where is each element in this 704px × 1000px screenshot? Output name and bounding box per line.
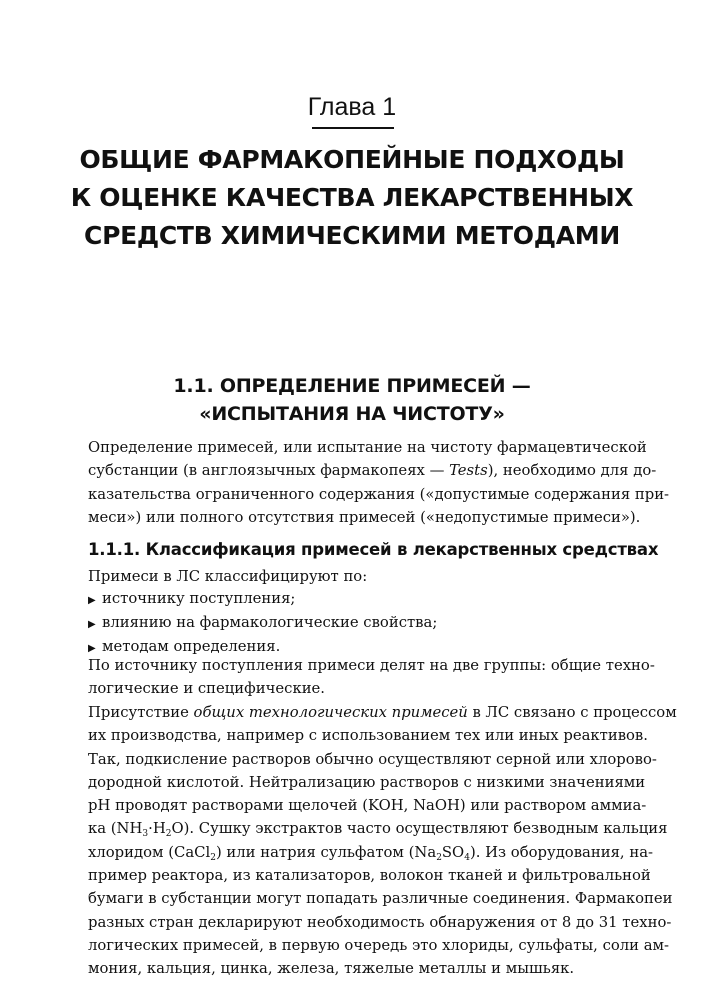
subscript: 2 bbox=[436, 852, 442, 863]
text-line bbox=[88, 701, 677, 724]
source-groups-paragraph bbox=[88, 654, 655, 701]
chapter-underline bbox=[312, 127, 394, 129]
text-line: дородной кислотой. Нейтрализацию растворов с низкими значениями bbox=[88, 773, 646, 791]
text-line bbox=[88, 817, 668, 840]
text-line: бумаги в субстанции могут попадать различные соединения. Фармакопеи bbox=[88, 890, 673, 908]
text-line: разных стран декларируют необходимость обнаружения от 8 до 31 техно- bbox=[88, 913, 672, 931]
chapter-title bbox=[40, 141, 664, 255]
text-fragment: в ЛС связано с процессом bbox=[467, 704, 677, 721]
text-line: логические и специфические. bbox=[88, 680, 326, 698]
text-line: Так, подкисление растворов обычно осуществляют серной или хлорово- bbox=[88, 750, 657, 768]
text-fragment: ка (NH bbox=[88, 820, 143, 838]
text-fragment: Присутствие bbox=[88, 704, 194, 721]
text-line bbox=[88, 459, 657, 482]
text-line: логических примесей, в первую очередь это хлориды, сульфаты, соли ам- bbox=[88, 936, 670, 954]
subscript: 2 bbox=[210, 852, 216, 863]
chapter-title-line: СРЕДСТВ ХИМИЧЕСКИМИ МЕТОДАМИ bbox=[84, 221, 620, 250]
subsection-title: 1.1.1. Классификация примесей в лекарственных средствах bbox=[88, 540, 659, 559]
text-line: меси») или полного отсутствия примесей («недопустимые примеси»). bbox=[88, 508, 641, 526]
technological-impurities-paragraph bbox=[88, 701, 677, 981]
text-fragment: хлоридом (CaCl bbox=[88, 843, 211, 861]
text-line: их производства, например с использованием тех или иных реактивов. bbox=[88, 727, 648, 745]
text-line: пример реактора, из катализаторов, волокон тканей и фильтровальной bbox=[88, 867, 651, 885]
list-item-text: методам определения. bbox=[102, 638, 281, 655]
text-line: казательства ограниченного содержания («допустимые содержания при- bbox=[88, 485, 670, 503]
triangle-bullet-icon: ▶ bbox=[88, 643, 96, 654]
subscript: 4 bbox=[464, 852, 470, 863]
text-fragment: субстанции (в англоязычных фармакопеях — bbox=[88, 462, 450, 480]
list-item bbox=[88, 588, 644, 612]
section-title-line: «ИСПЫТАНИЯ НА ЧИСТОТУ» bbox=[199, 403, 505, 425]
text-line: Примеси в ЛС классифицируют по: bbox=[88, 568, 368, 585]
text-line: По источнику поступления примеси делят на две группы: общие техно- bbox=[88, 657, 655, 674]
chapter-title-line: К ОЦЕНКЕ КАЧЕСТВА ЛЕКАРСТВЕННЫХ bbox=[70, 183, 634, 212]
subscript: 2 bbox=[165, 829, 172, 840]
text-fragment: O). Сушку экстрактов часто осуществляют безводным кальция bbox=[171, 820, 668, 838]
text-line bbox=[88, 841, 654, 864]
text-line: мония, кальция, цинка, железа, тяжелые металлы и мышьяк. bbox=[88, 960, 575, 978]
emphasis-term: общих технологических примесей bbox=[193, 704, 468, 721]
emphasis-term: Tests bbox=[449, 462, 488, 480]
text-fragment: ), необходимо для до- bbox=[487, 462, 657, 480]
text-fragment: SO bbox=[441, 843, 465, 861]
chapter-label: Глава 1 bbox=[307, 93, 397, 121]
section-title-line: 1.1. ОПРЕДЕЛЕНИЕ ПРИМЕСЕЙ — bbox=[173, 375, 531, 397]
text-line: Определение примесей, или испытание на чистоту фармацевтической bbox=[88, 439, 647, 456]
classification-list bbox=[88, 588, 644, 660]
subscript: 3 bbox=[142, 829, 149, 840]
triangle-bullet-icon: ▶ bbox=[88, 595, 96, 606]
list-item-text: влиянию на фармакологические свойства; bbox=[102, 614, 438, 631]
list-item-text: источнику поступления; bbox=[102, 590, 296, 607]
section-title bbox=[40, 372, 664, 428]
list-item bbox=[88, 612, 644, 636]
text-fragment: ·H bbox=[148, 820, 166, 838]
text-fragment: ). Из оборудования, на- bbox=[469, 843, 654, 861]
section-intro-paragraph bbox=[88, 436, 670, 529]
chapter-title-line: ОБЩИЕ ФАРМАКОПЕЙНЫЕ ПОДХОДЫ bbox=[79, 145, 625, 174]
text-fragment: ) или натрия сульфатом (Na bbox=[215, 843, 437, 861]
text-line: pH проводят растворами щелочей (KOH, NaOH) или раствором аммиа- bbox=[88, 797, 647, 815]
triangle-bullet-icon: ▶ bbox=[88, 619, 96, 630]
classification-lead bbox=[88, 565, 644, 588]
